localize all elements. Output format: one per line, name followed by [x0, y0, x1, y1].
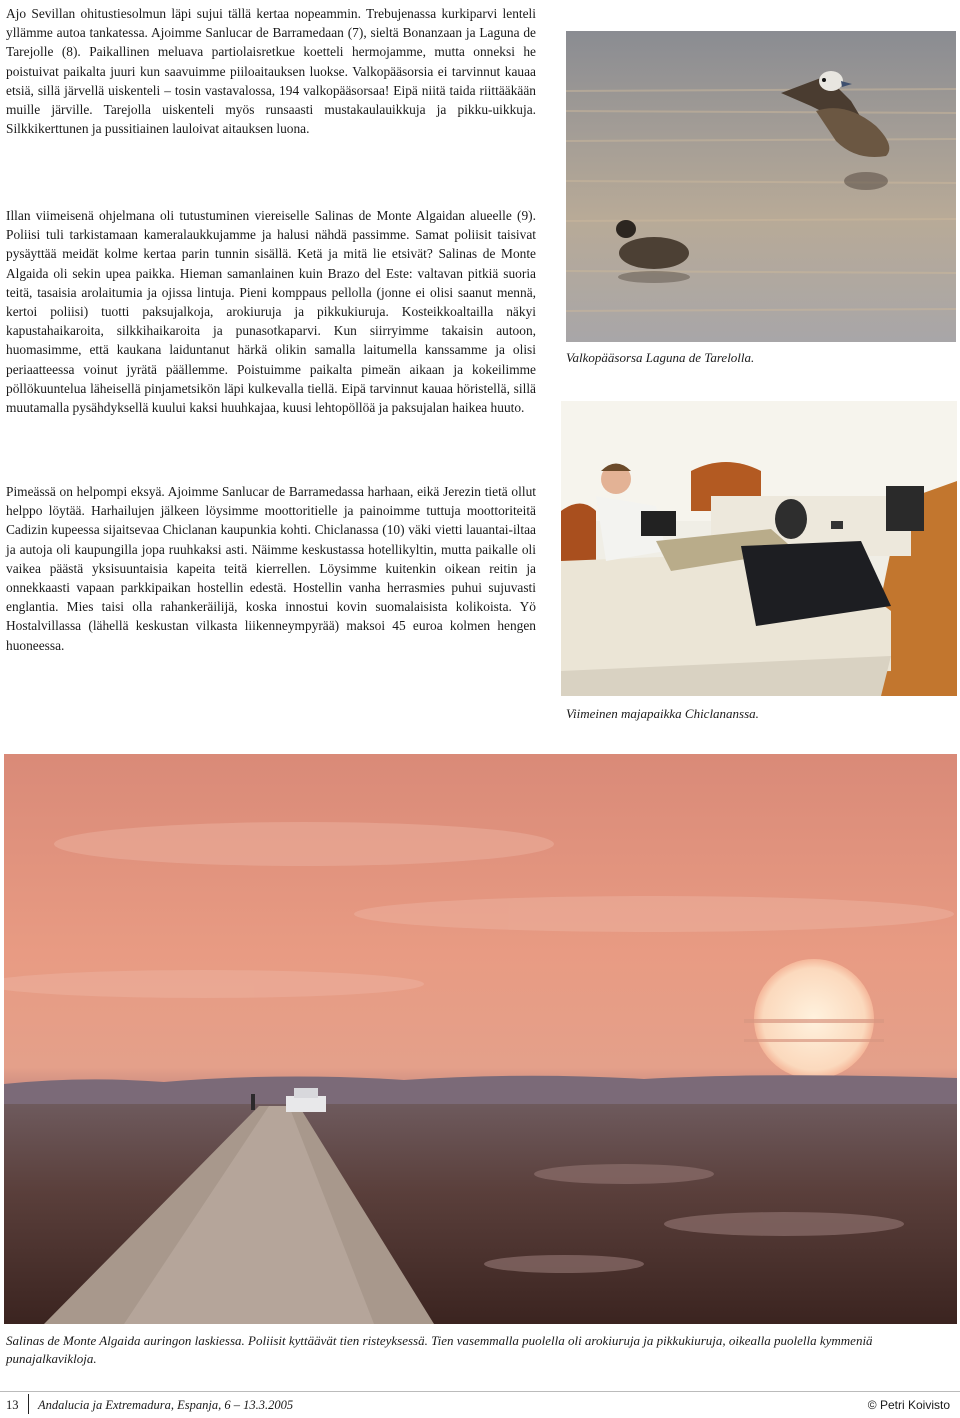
- footer-divider: [0, 1391, 960, 1392]
- hostel-room-caption: Viimeinen majapaikka Chiclananssa.: [566, 706, 759, 721]
- duck-photo: [566, 31, 956, 342]
- article-paragraph-2: Illan viimeisenä ohjelmana oli tutustuminen viereiselle Salinas de Monte Algaidan alueelle (9). Poliisi tuli tarkistamaan kameralaukkujamme ja halusi nähdä passimme. Samat poliisit taisivat pysäyttää meidät kolme kertaa parin tunnin sisällä. Ketä ja mitä lie etsivät? Salinas de Monte Algaida oli sekin upea paikka. Hieman samanlainen kuin Brazo del Este: valtavan pitkiä suoria teitä, tasaisia arolaitumia ja ojissa lintuja. Pieni komppaus pellolla (jonne ei olisi saanut mennä, kertoi poliisi) tuotti paksujalkoja, arokiuruja ja pikkukiuruja. Kosteikkoaltailla näkyi kapustahaikaroita, silkkihaikaroita ja punasotkaparvi. Kun siirryimme takaisin autoon, huomasimme, että kaukana laiduntanut härkä olikin samalla laitumella kanssamme ja olisi periaatteessa voinut jyrätä päällemme. Poistuimme paikalta pimeän aikaan ja kokeilimme pöllökuuntelua läheisellä pinjametsikön läpi kulkevalla tiellä. Eipä tarvinnut kauaa höristellä, sillä muutamalla pysähdyksellä kuului kaksi huuhkajaa, kuusi lehtopöllöä ja paksujalan haikea huuto.: [6, 208, 536, 416]
- photo-credit: © Petri Koivisto: [867, 1398, 950, 1412]
- folio-separator: [28, 1394, 29, 1414]
- article-paragraph-1: Ajo Sevillan ohitustiesolmun läpi sujui tällä kertaa nopeammin. Trebujenassa kurkiparvi lenteli yllämme autoa tankatessa. Ajoimme Sanlucar de Barramedaan (7), sieltä Bonanzaan ja Laguna de Tarejolle (8). Paikallinen meluava partiolaisretkue koetteli hermojamme, mutta onneksi he poistuivat paikalta juuri kun saavuimme piiloaitauksen luokse. Valkopääsorsia ei tarvinnut kauaa etsiä, sillä järvellä uiskenteli – tosin vastavalossa, 194 valkopääsorsaa! Eipä niitä taida riittääkään muille järville. Tarejolla uiskenteli myös runsaasti mustakaulauikkuja ja pikku-uikkuja. Silkkikerttunen ja pussitiainen lauloivat aitauksen luona.: [6, 6, 536, 137]
- hostel-room-photo: [561, 401, 957, 696]
- article-column-3: [6, 482, 536, 655]
- sunset-photo: [4, 754, 957, 1324]
- publication-title: Andalucia ja Extremadura, Espanja, 6 – 13.3.2005: [38, 1398, 294, 1412]
- article-column-1: [6, 4, 536, 138]
- page-number: 13: [6, 1398, 19, 1412]
- duck-photo-caption: Valkopääsorsa Laguna de Tarelolla.: [566, 350, 755, 365]
- article-column-2: [6, 206, 536, 417]
- article-paragraph-3: Pimeässä on helpompi eksyä. Ajoimme Sanlucar de Barramedassa harhaan, eikä Jerezin tietä ollut helppo löytää. Harhailujen jälkeen löysimme moottoritielle ja painoimme tuttuja moottoriteitä Cadizin kupeessa sijaitsevaa Chiclanan kaupunkia kohti. Chiclanassa (10) väki vietti lauantai-iltaa ja autoja oli kaupungilla jopa ruuhkaksi asti. Näimme keskustassa hotellikyltin, mutta paikalle oli vaikea päästä yksisuuntaisia kapeita teitä kierrellen. Löysimme kuitenkin oikean reitin ja onnekkaasti vapaan parkkipaikan hostellin edestä. Hostellin vanha herrasmies puhui sujuvasti englantia. Mies taisi olla rahankeräilijä, koska innostui kovin suomalaisista kolikoista. Yö Hostalvillassa (lähellä keskustan vilkasta liikenneympyrää) maksoi 45 euroa kolmen hengen huoneessa.: [6, 484, 536, 653]
- sunset-photo-caption: Salinas de Monte Algaida auringon laskiessa. Poliisit kyttäävät tien risteyksessä. Tien vasemmalla puolella oli arokiuruja ja pikkukiuruja, oikealla puolella kymmeniä punajalkavikloja.: [6, 1333, 873, 1366]
